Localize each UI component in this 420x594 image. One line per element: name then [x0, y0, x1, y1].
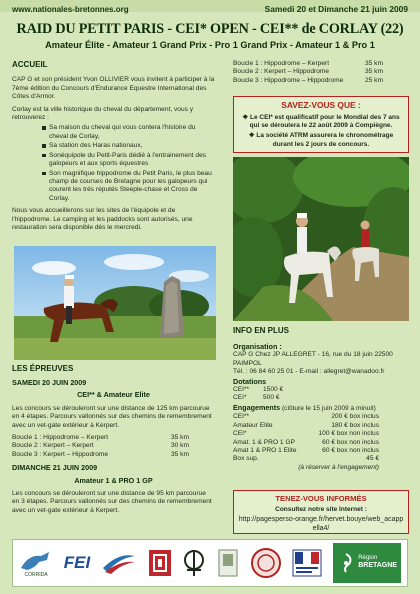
- tenez-vous-box: [233, 490, 409, 534]
- fee-name: Amat. 1 & PRO 1 GP: [233, 438, 295, 446]
- fee-name: Box sup.: [233, 455, 259, 463]
- fee-row: [233, 455, 379, 463]
- tenez-vous-heading: TENEZ-VOUS INFORMÉS: [275, 494, 367, 503]
- day2-class: Amateur 1 & PRO 1 GP: [74, 475, 153, 485]
- accueil-intro: CAP G et son président Yvon OLLIVIER vous invitent à participer à la 7ème édition du Concours d'Endurance Equestre International des Côtes d'Armor.: [12, 76, 215, 101]
- loop-distance: 35 km: [171, 433, 189, 441]
- fei-logo: [64, 552, 90, 574]
- website-link[interactable]: http://pagesperso-orange.fr/hervet.bouye/web_acappella4/: [238, 516, 404, 532]
- dotation-name: CEI*: [233, 394, 247, 402]
- accueil-section: [12, 60, 215, 237]
- fee-row: [233, 413, 379, 421]
- savez-vous-heading: SAVEZ-VOUS QUE :: [281, 100, 361, 110]
- region-text: [358, 555, 397, 572]
- fee-value: 60 € box non inclus: [322, 447, 379, 455]
- loop-distance: 35 km: [365, 68, 383, 76]
- shield-icon: [148, 549, 172, 577]
- fee-name: Amat 1 & PRO 1 Elite: [233, 447, 297, 455]
- horse-silhouette-icon: [19, 548, 53, 572]
- list-item: Sonéquipole du Petit-Paris dédié à l'entrainement des galopeurs et aux sports équestres: [42, 152, 215, 169]
- engagements-label: Engagements: [233, 402, 281, 412]
- loop-row: [233, 60, 409, 68]
- fee-row: [233, 430, 379, 438]
- column-logo: [217, 548, 239, 578]
- dotation-row: [233, 394, 409, 402]
- accueil-heading: ACCUEIL: [12, 60, 48, 69]
- website-url[interactable]: www.nationales-bretonnes.org: [12, 5, 129, 14]
- loop-name: Boucle 1 : Hippodrome – Kerpert: [12, 433, 109, 441]
- day1-description: Les concours se dérouleront sur une distance de 125 km parcourue en 4 étapes. Parcours vallonnés sur des chemins de remembrement avec un vet-gate extérieur à Kerpert.: [12, 404, 212, 429]
- loop-distance: 30 km: [171, 442, 189, 450]
- corrida-logo: [19, 548, 53, 578]
- day1-loops: [12, 434, 215, 459]
- seal-icon: [250, 547, 282, 579]
- list-item: Sa station des Haras nationaux,: [42, 142, 215, 150]
- loop-name: Boucle 1 : Hippodrome – Kerpert: [233, 60, 330, 67]
- loop-distance: 35 km: [171, 450, 189, 458]
- monogram-icon: [182, 548, 206, 578]
- round-seal-logo: [250, 547, 282, 579]
- region-label: Région: [358, 554, 378, 561]
- savez-vous-line: ❖ Le CEI* est qualificatif pour le Mondial des 7 ans qui se déroulera le 22 août 2009 à Compiègne.: [242, 113, 400, 130]
- info-section: [233, 326, 409, 472]
- poster-title: RAID DU PETIT PARIS - CEI* OPEN - CEI** de CORLAY (22): [16, 21, 404, 37]
- dotations-list: [233, 386, 409, 403]
- day1-heading: SAMEDI 20 JUIN 2009: [12, 378, 87, 388]
- riders-trail-image: [233, 157, 409, 321]
- sponsor-logos: [12, 539, 408, 587]
- fee-value: 60 € box non inclus: [322, 438, 379, 446]
- swoosh-icon: [101, 550, 137, 576]
- day2-description: Les concours se dérouleront sur une distance de 95 km parcourue en 3 étapes. Parcours vallonnés sur des chemins de remembrement avec un vet-gate extérieur à Kerpert.: [12, 489, 212, 514]
- info-heading: INFO EN PLUS: [233, 326, 290, 335]
- accueil-intro-2: Corlay est la ville historique du cheval du département, vous y retrouverez :: [12, 105, 194, 121]
- dotations-label: Dotations: [233, 376, 267, 386]
- day1-class: CEI** & Amateur Elite: [77, 390, 150, 400]
- dotation-value: 500 €: [263, 394, 280, 402]
- fee-value: 100 € box non inclus: [318, 430, 379, 438]
- accueil-outro: Nous vous accueillerons sur les sites de l'équipole et de l'hippodrome. Le camping et les paddocks sont autorisés, une restauration sera disponible dès le mercredi.: [12, 207, 193, 232]
- dotation-value: 1500 €: [263, 385, 284, 393]
- loop-name: Boucle 2 : Kerpert – Kerpert: [12, 442, 94, 450]
- fee-name: CEI*: [233, 430, 247, 438]
- fee-row: [233, 422, 379, 430]
- republique-logo: [292, 549, 322, 577]
- bretagne-label: BRETAGNE: [358, 562, 397, 570]
- fees-list: [233, 413, 379, 464]
- fee-row: [233, 447, 379, 455]
- day2-loops: [233, 60, 409, 85]
- loop-row: [12, 451, 215, 459]
- list-item: Sa maison du cheval qui vous contera l'histoire du cheval de Corlay,: [42, 124, 215, 141]
- loop-row: [233, 77, 409, 85]
- poster-subtitle: Amateur Élite - Amateur 1 Grand Prix - Pro 1 Grand Prix - Amateur 1 & Pro 1: [45, 40, 375, 50]
- loop-name: Boucle 2 : Kerpert – Hippodrome: [233, 68, 330, 76]
- accueil-list: [42, 124, 215, 203]
- corrida-label: CORRIDA: [24, 571, 48, 578]
- dotation-row: [233, 386, 409, 394]
- fees-note: (à réserver à l'engagement): [298, 463, 379, 471]
- fee-name: CEI**: [233, 413, 250, 421]
- organisation-label: Organisation :: [233, 342, 282, 352]
- fee-value: 45 €: [366, 455, 379, 463]
- haras-logo: [148, 549, 172, 577]
- fee-row: [233, 439, 379, 447]
- savez-vous-box: [233, 96, 409, 153]
- region-bretagne-logo: [333, 543, 401, 583]
- swoosh-logo: [101, 550, 137, 576]
- engagements-line: [233, 403, 409, 413]
- photo-riders-trail: [233, 157, 409, 321]
- column-icon: [217, 548, 239, 578]
- day2-heading: DIMANCHE 21 JUIN 2009: [12, 463, 98, 473]
- list-item: Son magnifique hippodrome du Petit Paris, le plus beau champ de courses de Bretagne pour les galopeurs qui courent les trés réputés Steeple-chase et Cross de Corlay.: [42, 170, 215, 204]
- epreuves-section: [12, 364, 215, 519]
- savez-vous-line: ❖ La société ATRM assurera le chronométrage durant les 2 jours de concours.: [248, 132, 394, 148]
- loop-row: [12, 434, 215, 442]
- fee-value: 200 € box inclus: [331, 413, 379, 421]
- flag-icon: [292, 549, 322, 577]
- loop-distance: 25 km: [365, 76, 383, 84]
- epreuves-heading: LES ÉPREUVES: [12, 364, 74, 373]
- dotation-name: CEI**: [233, 385, 250, 393]
- organisation-contact: Tél. : 06 84 60 25 01 - E-mail : allegret@wanadoo.fr: [233, 368, 385, 376]
- fee-name: Amateur Elite: [233, 421, 273, 429]
- loop-name: Boucle 3 : Hippodrome – Hippodrome: [233, 76, 344, 84]
- organisation-address: CAP G Chez JP ALLEGRET - 16, rue du 18 juin 22500 PAIMPOL: [233, 351, 393, 367]
- fee-value: 180 € box inclus: [331, 421, 379, 429]
- triskel-icon: [337, 552, 355, 574]
- loop-name: Boucle 3 : Kerpert – Hippodrome: [12, 450, 109, 458]
- rider-menhir-image: [14, 246, 216, 360]
- loop-row: [233, 68, 409, 76]
- tenez-vous-line: Consultez notre site Internet :: [275, 505, 367, 513]
- monogram-logo: [182, 548, 206, 578]
- fei-label: FEI: [63, 553, 91, 573]
- event-dates: Samedi 20 et Dimanche 21 juin 2009: [264, 4, 408, 14]
- loop-distance: 35 km: [365, 60, 383, 67]
- loop-row: [12, 442, 215, 450]
- engagements-note: (clôture le 15 juin 2009 à minuit): [281, 404, 376, 412]
- photo-rider-menhir: [14, 246, 216, 360]
